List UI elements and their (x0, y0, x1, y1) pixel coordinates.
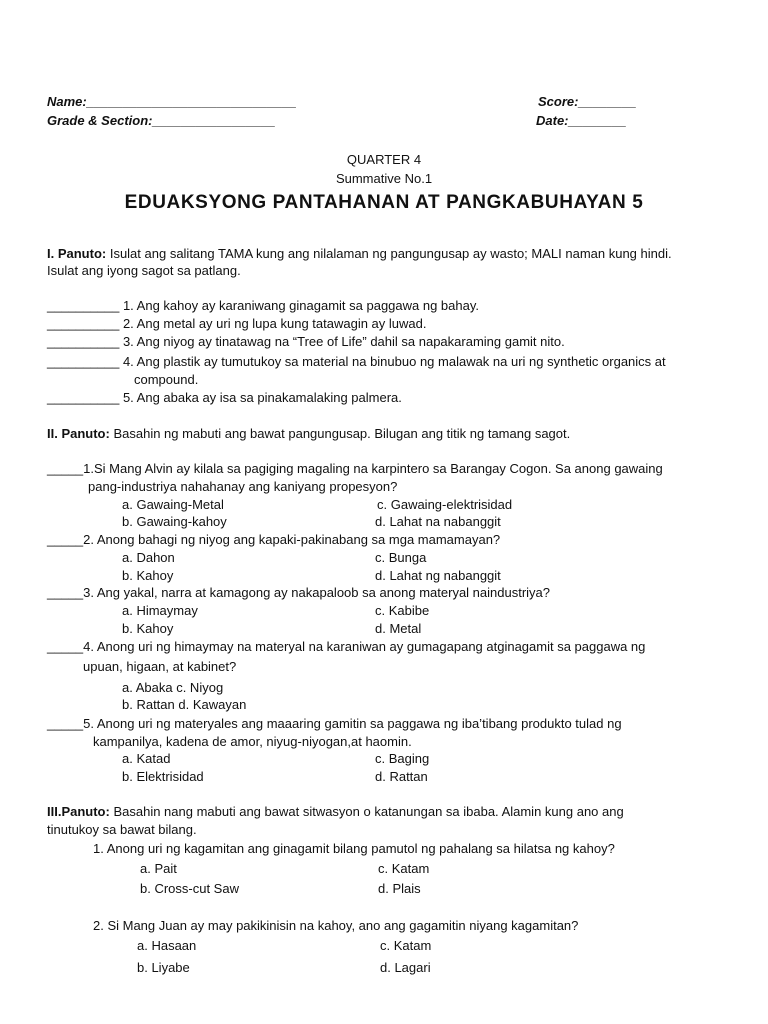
choice: d. Lahat ng nabanggit (375, 568, 501, 583)
part1-instruction (47, 245, 672, 262)
part3-instruction-line2: tinutukoy sa bawat bilang. (47, 822, 197, 837)
choice: d. Lahat na nabanggit (375, 514, 501, 529)
date-field (536, 112, 626, 129)
choice: a. Hasaan (137, 938, 197, 953)
choice: b. Cross-cut Saw (140, 881, 239, 896)
part3-instruction-text: Basahin nang mabuti ang bawat sitwasyon o katanungan sa ibaba. Alamin kung ano ang (109, 804, 624, 819)
choice: d. Plais (378, 881, 421, 896)
date-label: Date: (536, 113, 569, 128)
question-text: pang-industriya nahahanay ang kaniyang propesyon? (88, 479, 398, 494)
question-text: _____3. Ang yakal, narra at kamagong ay nakapaloob sa anong materyal naindustriya? (47, 585, 551, 600)
list-item (47, 353, 666, 370)
question-text: _____5. Anong uri ng materyales ang maaaring gamitin sa paggawa ng iba’tibang produkto tulad ng (47, 716, 622, 731)
name-field (47, 93, 296, 110)
choice: d. Rattan (375, 769, 428, 784)
choice: d. Lagari (380, 960, 431, 975)
choice: c. Gawaing-elektrisidad (377, 497, 513, 512)
list-item (47, 389, 402, 406)
choice: d. Metal (375, 621, 422, 636)
score-label: Score: (538, 94, 579, 109)
question-text: upuan, higaan, at kabinet? (83, 659, 237, 674)
item-text: 5. Ang abaka ay isa sa pinakamalaking palmera. (122, 390, 402, 405)
list-item (47, 315, 426, 332)
choice: b. Gawaing-kahoy (122, 514, 227, 529)
list-item (47, 297, 479, 314)
date-blank: ________ (568, 113, 627, 128)
part2-instruction-text: Basahin ng mabuti ang bawat pangungusap. Bilugan ang titik ng tamang sagot. (109, 426, 571, 441)
part1-instruction-text: Isulat ang salitang TAMA kung ang nilalaman ng pangungusap ay wasto; MALI naman kung hindi. (106, 246, 672, 261)
grade-blank: _________________ (152, 113, 276, 128)
choice: b. Kahoy (122, 568, 174, 583)
quarter-label: QUARTER 4 (346, 152, 422, 167)
part2-instruction (47, 425, 570, 442)
item-text: 3. Ang niyog ay tinatawag na “Tree of Life” dahil sa napakaraming gamit nito. (122, 334, 565, 349)
choice: b. Elektrisidad (122, 769, 204, 784)
answer-blank: __________ (47, 354, 120, 369)
item-continuation: compound. (134, 372, 199, 387)
grade-section-field (47, 112, 275, 129)
choice: c. Katam (378, 861, 430, 876)
part1-heading: I. Panuto: (47, 246, 107, 261)
choice: a. Himaymay (122, 603, 198, 618)
choice: b. Rattan d. Kawayan (122, 697, 247, 712)
choice: a. Abaka c. Niyog (122, 680, 224, 695)
question-text: _____2. Anong bahagi ng niyog ang kapaki-pakinabang sa mga mamamayan? (47, 532, 501, 547)
part1-instruction-line2: Isulat ang iyong sagot sa patlang. (47, 263, 241, 278)
item-text: 4. Ang plastik ay tumutukoy sa material na binubuo ng malawak na uri ng synthetic organics at (122, 354, 666, 369)
name-blank: _____________________________ (86, 94, 297, 109)
choice: b. Kahoy (122, 621, 174, 636)
choice: a. Pait (140, 861, 177, 876)
part2-heading: II. Panuto: (47, 426, 110, 441)
question-text: kampanilya, kadena de amor, niyug-niyogan,at haomin. (93, 734, 412, 749)
question-text: 1. Anong uri ng kagamitan ang ginagamit bilang pamutol ng pahalang sa hilatsa ng kahoy? (93, 841, 615, 856)
choice: c. Katam (380, 938, 432, 953)
choice: c. Bunga (375, 550, 427, 565)
choice: c. Baging (375, 751, 430, 766)
choice: a. Gawaing-Metal (122, 497, 224, 512)
list-item (47, 333, 565, 350)
answer-blank: __________ (47, 334, 120, 349)
score-blank: ________ (578, 94, 637, 109)
choice: a. Katad (122, 751, 171, 766)
summative-label: Summative No.1 (335, 171, 433, 186)
question-text: _____1.Si Mang Alvin ay kilala sa pagiging magaling na karpintero sa Barangay Cogon. Sa anong gawaing (47, 461, 663, 476)
score-field (538, 93, 636, 110)
page-title: EDUAKSYONG PANTAHANAN AT PANGKABUHAYAN 5 (124, 192, 644, 213)
part3-instruction (47, 803, 624, 820)
item-text: 1. Ang kahoy ay karaniwang ginagamit sa paggawa ng bahay. (122, 298, 479, 313)
answer-blank: __________ (47, 298, 120, 313)
part3-heading: III.Panuto: (47, 804, 110, 819)
answer-blank: __________ (47, 390, 120, 405)
question-text: 2. Si Mang Juan ay may pakikinisin na kahoy, ano ang gagamitin niyang kagamitan? (93, 918, 579, 933)
choice: c. Kabibe (375, 603, 430, 618)
answer-blank: __________ (47, 316, 120, 331)
grade-label: Grade & Section: (47, 113, 153, 128)
name-label: Name: (47, 94, 87, 109)
choice: a. Dahon (122, 550, 175, 565)
question-text: _____4. Anong uri ng himaymay na materyal na karaniwan ay gumagapang atginagamit sa paggawa ng (47, 639, 646, 654)
choice: b. Liyabe (137, 960, 190, 975)
item-text: 2. Ang metal ay uri ng lupa kung tatawagin ay luwad. (122, 316, 427, 331)
